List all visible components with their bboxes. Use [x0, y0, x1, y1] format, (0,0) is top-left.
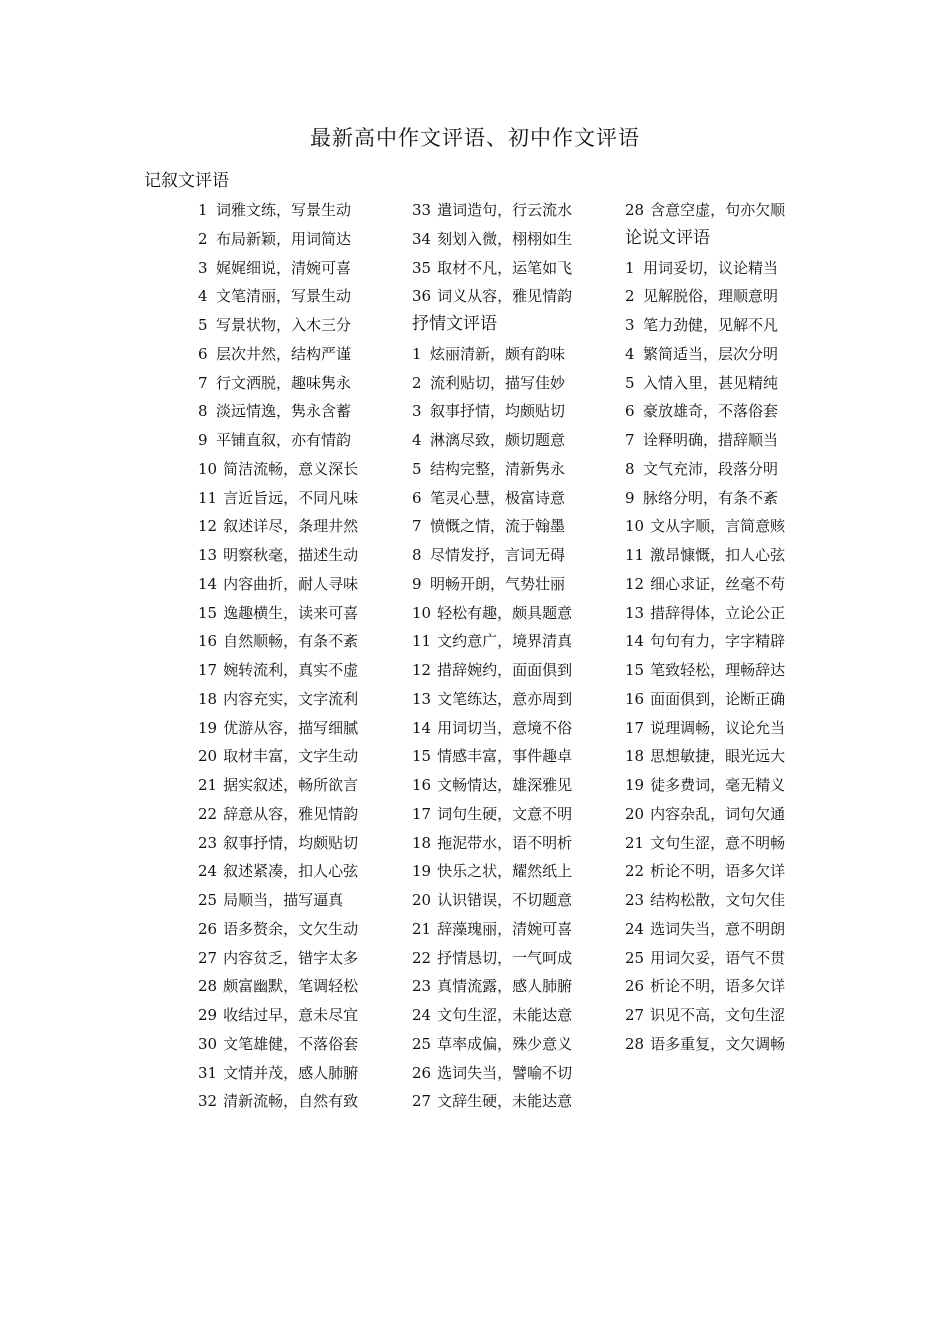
- item-text: 豪放雄奇，不落俗套: [643, 402, 779, 421]
- lyric-item: [412, 886, 572, 915]
- item-number: 13: [412, 689, 432, 708]
- item-number: 23: [625, 891, 645, 909]
- item-text: 言近旨远，不同凡味: [223, 488, 359, 507]
- item-text: 文情并茂，感人肺腑: [223, 1063, 359, 1082]
- item-number: 12: [625, 574, 645, 593]
- item-number: 22: [198, 804, 218, 823]
- item-number: 14: [412, 718, 432, 737]
- item-text: 面面俱到，论断正确: [650, 689, 786, 708]
- item-number: 3: [625, 316, 635, 334]
- narrative-item: [198, 282, 358, 311]
- narrative-item: [198, 685, 358, 714]
- argument-item: [625, 714, 785, 743]
- lyric-item: [412, 742, 572, 771]
- lyric-item: [412, 656, 572, 685]
- item-text: 流利贴切，描写佳妙: [430, 373, 566, 392]
- item-text: 认识错误，不切题意: [437, 891, 573, 909]
- item-number: 1: [412, 344, 422, 363]
- item-number: 10: [625, 517, 645, 536]
- argument-item: [625, 685, 785, 714]
- item-text: 淋漓尽致，颇切题意: [430, 431, 566, 449]
- item-number: 28: [198, 977, 218, 996]
- argument-item: [625, 426, 785, 455]
- item-number: 24: [412, 1006, 432, 1024]
- item-number: 8: [412, 546, 422, 564]
- argument-item: [625, 944, 785, 973]
- narrative-item: [198, 570, 358, 599]
- item-text: 细心求证，丝毫不苟: [650, 574, 786, 593]
- item-text: 内容充实，文字流利: [223, 689, 359, 708]
- item-text: 叙事抒情，均颇贴切: [430, 402, 566, 421]
- argument-item: [625, 742, 785, 771]
- narrative-item: [198, 915, 358, 944]
- item-number: 6: [412, 488, 422, 507]
- narrative-item: [198, 857, 358, 886]
- item-number: 16: [625, 689, 645, 708]
- lyric-item: [412, 857, 572, 886]
- item-number: 27: [198, 948, 218, 967]
- item-number: 12: [412, 661, 432, 679]
- item-number: 15: [198, 603, 218, 622]
- item-number: 2: [412, 373, 422, 392]
- argument-heading: 论说文评语: [625, 227, 710, 248]
- item-text: 诠释明确，措辞顺当: [643, 431, 779, 449]
- item-text: 见解脱俗，理顺意明: [643, 287, 779, 306]
- narrative-item: [198, 512, 358, 541]
- page-title: 最新高中作文评语、初中作文评语: [310, 126, 640, 150]
- narrative-item: [198, 254, 358, 283]
- narrative-item: [198, 426, 358, 455]
- narrative-item: [198, 311, 358, 340]
- narrative-item: [198, 599, 358, 628]
- lyric-item: [412, 972, 572, 1001]
- item-number: 21: [625, 833, 645, 852]
- item-text: 入情入里，甚见精纯: [643, 373, 779, 392]
- item-number: 19: [198, 718, 218, 737]
- lyric-item: [412, 1001, 572, 1030]
- item-text: 词句生硬，文意不明: [437, 804, 573, 823]
- item-text: 文笔练达，意亦周到: [437, 689, 573, 708]
- item-number: 2: [198, 229, 208, 248]
- item-text: 轻松有趣，颇具题意: [437, 603, 573, 622]
- argument-item: [625, 800, 785, 829]
- column-3: [625, 196, 785, 1059]
- item-number: 26: [198, 919, 218, 938]
- item-text: 说理调畅，议论允当: [650, 718, 786, 737]
- column-1: [198, 196, 358, 1116]
- item-text: 笔力劲健，见解不凡: [643, 316, 779, 334]
- item-number: 28: [625, 201, 645, 219]
- argument-item: [625, 455, 785, 484]
- narrative-item: [198, 1001, 358, 1030]
- item-number: 32: [198, 1092, 218, 1111]
- argument-item: [625, 369, 785, 398]
- narrative-item: [198, 742, 358, 771]
- item-text: 文从字顺，言简意赅: [650, 517, 786, 536]
- item-number: 7: [198, 373, 208, 392]
- item-text: 取材丰富，文字生动: [223, 747, 359, 766]
- item-text: 清新流畅，自然有致: [223, 1092, 359, 1111]
- narrative-item: [198, 225, 358, 254]
- item-text: 简洁流畅，意义深长: [223, 459, 359, 478]
- item-text: 层次井然，结构严谨: [216, 344, 352, 363]
- narrative-item: [198, 886, 358, 915]
- item-number: 11: [625, 546, 645, 564]
- narrative-item: [412, 254, 572, 283]
- argument-item: [625, 886, 785, 915]
- item-text: 明察秋毫，描述生动: [223, 546, 359, 564]
- item-number: 31: [198, 1063, 218, 1082]
- item-text: 尽情发抒，言词无碍: [430, 546, 566, 564]
- item-text: 文畅情达，雄深雅见: [437, 776, 573, 794]
- argument-item: [625, 829, 785, 858]
- argument-item: [625, 541, 785, 570]
- item-text: 叙述紧凑，扣人心弦: [223, 862, 359, 881]
- item-number: 7: [412, 517, 422, 536]
- item-text: 逸趣横生，读来可喜: [223, 603, 359, 622]
- item-text: 局顺当，描写逼真: [223, 891, 344, 909]
- item-number: 14: [625, 632, 645, 651]
- item-number: 4: [625, 344, 635, 363]
- item-number: 1: [625, 258, 635, 277]
- item-number: 5: [198, 316, 208, 334]
- item-number: 11: [198, 488, 218, 507]
- item-text: 选词失当，譬喻不切: [437, 1063, 573, 1082]
- item-text: 取材不凡，运笔如飞: [437, 258, 573, 277]
- argument-item: [625, 340, 785, 369]
- item-text: 语多赘余，文欠生动: [223, 919, 359, 938]
- narrative-item: [412, 225, 572, 254]
- item-text: 词义从容，雅见情韵: [437, 287, 573, 306]
- narrative-item: [198, 771, 358, 800]
- item-text: 措辞得体，立论公正: [650, 603, 786, 622]
- item-text: 析论不明，语多欠详: [650, 862, 786, 881]
- item-number: 24: [625, 919, 645, 938]
- narrative-item: [198, 541, 358, 570]
- item-text: 布局新颖，用词简达: [216, 229, 352, 248]
- item-text: 用词欠妥，语气不贯: [650, 948, 786, 967]
- item-number: 29: [198, 1006, 218, 1024]
- item-text: 用词妥切，议论精当: [643, 258, 779, 277]
- item-number: 3: [412, 402, 422, 421]
- item-text: 真情流露，感人肺腑: [437, 977, 573, 996]
- lyric-item: [412, 1030, 572, 1059]
- item-text: 优游从容，描写细腻: [223, 718, 359, 737]
- item-number: 16: [412, 776, 432, 794]
- item-number: 15: [625, 661, 645, 679]
- item-number: 20: [198, 747, 218, 766]
- item-text: 选词失当，意不明朗: [650, 919, 786, 938]
- item-text: 文笔清丽，写景生动: [216, 287, 352, 306]
- narrative-item: [198, 340, 358, 369]
- item-text: 婉转流利，真实不虚: [223, 661, 359, 679]
- item-number: 26: [412, 1063, 432, 1082]
- item-number: 30: [198, 1034, 218, 1053]
- lyric-item: [412, 599, 572, 628]
- item-number: 24: [198, 862, 218, 881]
- item-text: 激昂慷慨，扣人心弦: [650, 546, 786, 564]
- narrative-item: [198, 800, 358, 829]
- lyric-item: [412, 484, 572, 513]
- argument-item: [625, 972, 785, 1001]
- item-text: 结构完整，清新隽永: [430, 459, 566, 478]
- argument-item: [625, 311, 785, 340]
- narrative-item: [198, 484, 358, 513]
- item-number: 17: [198, 661, 218, 679]
- item-text: 笔灵心慧，极富诗意: [430, 488, 566, 507]
- item-number: 20: [412, 891, 432, 909]
- argument-item: [625, 512, 785, 541]
- item-text: 刻划入微，栩栩如生: [437, 229, 573, 248]
- lyric-item: [412, 915, 572, 944]
- narrative-item: [198, 1030, 358, 1059]
- item-text: 叙事抒情，均颇贴切: [223, 833, 359, 852]
- item-number: 2: [625, 287, 635, 306]
- narrative-item: [198, 455, 358, 484]
- narrative-item: [198, 829, 358, 858]
- lyric-item: [412, 829, 572, 858]
- lyric-item: [412, 369, 572, 398]
- argument-item: [625, 915, 785, 944]
- narrative-item: [198, 369, 358, 398]
- item-number: 13: [625, 603, 645, 622]
- narrative-item: [198, 714, 358, 743]
- item-number: 8: [625, 459, 635, 478]
- item-number: 21: [198, 776, 218, 794]
- item-number: 18: [412, 833, 432, 852]
- narrative-item: [198, 627, 358, 656]
- item-number: 13: [198, 546, 218, 564]
- item-number: 5: [625, 373, 635, 392]
- lyric-item: [412, 685, 572, 714]
- item-text: 明畅开朗，气势壮丽: [430, 574, 566, 593]
- item-text: 文笔雄健，不落俗套: [223, 1034, 359, 1053]
- item-text: 繁简适当，层次分明: [643, 344, 779, 363]
- argument-item: [625, 599, 785, 628]
- item-number: 33: [412, 201, 432, 219]
- lyric-item: [412, 570, 572, 599]
- item-number: 14: [198, 574, 218, 593]
- item-number: 26: [625, 977, 645, 996]
- item-number: 27: [412, 1092, 432, 1111]
- item-text: 文句生涩，未能达意: [437, 1006, 573, 1024]
- item-number: 1: [198, 201, 208, 219]
- item-text: 含意空虚，句亦欠顺: [650, 201, 786, 219]
- lyric-item: [412, 944, 572, 973]
- lyric-item: [412, 1087, 572, 1116]
- item-text: 辞藻瑰丽，清婉可喜: [437, 919, 573, 938]
- item-number: 27: [625, 1006, 645, 1024]
- item-number: 25: [625, 948, 645, 967]
- narrative-item: [412, 196, 572, 225]
- item-number: 6: [625, 402, 635, 421]
- item-text: 颇富幽默，笔调轻松: [223, 977, 359, 996]
- item-number: 23: [198, 833, 218, 852]
- item-number: 18: [625, 747, 645, 766]
- lyric-item: [412, 714, 572, 743]
- item-text: 淡远情逸，隽永含蓄: [216, 402, 352, 421]
- item-number: 11: [412, 632, 432, 651]
- item-text: 句句有力，字字精辟: [650, 632, 786, 651]
- item-text: 识见不高，文句生涩: [650, 1006, 786, 1024]
- item-text: 快乐之状，耀然纸上: [437, 862, 573, 881]
- item-text: 结构松散，文句欠佳: [650, 891, 786, 909]
- lyric-item: [412, 800, 572, 829]
- item-text: 自然顺畅，有条不紊: [223, 632, 359, 651]
- item-text: 愤慨之情，流于翰墨: [430, 517, 566, 536]
- lyric-item: [412, 340, 572, 369]
- item-number: 10: [198, 459, 218, 478]
- item-text: 文句生涩，意不明畅: [650, 833, 786, 852]
- argument-item: [625, 484, 785, 513]
- item-text: 炫丽清新，颇有韵味: [430, 344, 566, 363]
- lyric-item: [412, 397, 572, 426]
- lyric-item: [412, 426, 572, 455]
- narrative-item: [198, 656, 358, 685]
- item-number: 34: [412, 229, 432, 248]
- item-number: 22: [625, 862, 645, 881]
- item-text: 娓娓细说，清婉可喜: [216, 258, 352, 277]
- item-number: 10: [412, 603, 432, 622]
- item-text: 语多重复，文欠调畅: [650, 1034, 786, 1053]
- lyric-item: [412, 1059, 572, 1088]
- item-text: 思想敏捷，眼光远大: [650, 747, 786, 766]
- item-text: 草率成偏，殊少意义: [437, 1034, 573, 1053]
- item-text: 叙述详尽，条理井然: [223, 517, 359, 536]
- item-text: 文辞生硬，未能达意: [437, 1092, 573, 1111]
- item-number: 9: [412, 574, 422, 593]
- item-text: 析论不明，语多欠详: [650, 977, 786, 996]
- argument-item: [625, 857, 785, 886]
- item-text: 词雅文练，写景生动: [216, 201, 352, 219]
- item-number: 18: [198, 689, 218, 708]
- item-number: 4: [198, 287, 208, 306]
- item-number: 21: [412, 919, 432, 938]
- argument-item: [625, 627, 785, 656]
- item-number: 25: [412, 1034, 432, 1053]
- lyric-heading: 抒情文评语: [412, 314, 497, 334]
- lyric-item: [412, 512, 572, 541]
- argument-item: [625, 771, 785, 800]
- item-number: 19: [625, 776, 645, 794]
- item-number: 17: [625, 718, 645, 737]
- narrative-item: [198, 1087, 358, 1116]
- narrative-item: [198, 972, 358, 1001]
- item-number: 15: [412, 747, 432, 766]
- argument-item: [625, 397, 785, 426]
- item-text: 行文洒脱，趣味隽永: [216, 373, 352, 392]
- item-number: 7: [625, 431, 635, 449]
- item-number: 35: [412, 258, 432, 277]
- argument-item: [625, 254, 785, 283]
- item-text: 文气充沛，段落分明: [643, 459, 779, 478]
- item-text: 措辞婉约，面面俱到: [437, 661, 573, 679]
- argument-item: [625, 656, 785, 685]
- item-text: 据实叙述，畅所欲言: [223, 776, 359, 794]
- item-number: 16: [198, 632, 218, 651]
- item-text: 情感丰富，事件趣卓: [437, 747, 573, 766]
- item-text: 写景状物，入木三分: [216, 316, 352, 334]
- item-text: 平铺直叙，亦有情韵: [216, 431, 352, 449]
- narrative-heading: 记叙文评语: [144, 171, 229, 191]
- item-text: 笔致轻松，理畅辞达: [650, 661, 786, 679]
- item-number: 12: [198, 517, 218, 536]
- argument-item: [625, 1030, 785, 1059]
- item-text: 徒多费词，毫无精义: [650, 776, 786, 794]
- lyric-item: [412, 627, 572, 656]
- item-text: 内容贫乏，错字太多: [223, 948, 359, 967]
- item-text: 脉络分明，有条不紊: [643, 488, 779, 507]
- item-number: 3: [198, 258, 208, 277]
- item-number: 19: [412, 862, 432, 881]
- item-text: 用词切当，意境不俗: [437, 718, 573, 737]
- item-number: 9: [198, 431, 208, 449]
- lyric-item: [412, 455, 572, 484]
- narrative-item: [198, 944, 358, 973]
- item-number: 25: [198, 891, 218, 909]
- column-2: [412, 196, 572, 1116]
- argument-item: [625, 282, 785, 311]
- item-number: 8: [198, 402, 208, 421]
- item-text: 抒情恳切，一气呵成: [437, 948, 573, 967]
- narrative-item: [412, 282, 572, 311]
- lyric-item: [625, 196, 785, 225]
- lyric-item: [412, 541, 572, 570]
- item-text: 遣词造句，行云流水: [437, 201, 573, 219]
- lyric-item: [412, 771, 572, 800]
- narrative-item: [198, 1059, 358, 1088]
- item-text: 文约意广，境界清真: [437, 632, 573, 651]
- item-number: 17: [412, 804, 432, 823]
- item-number: 9: [625, 488, 635, 507]
- item-text: 拖泥带水，语不明析: [437, 833, 573, 852]
- argument-item: [625, 1001, 785, 1030]
- item-number: 22: [412, 948, 432, 967]
- item-number: 4: [412, 431, 422, 449]
- item-text: 内容杂乱，词句欠通: [650, 804, 786, 823]
- item-number: 23: [412, 977, 432, 996]
- item-number: 28: [625, 1034, 645, 1053]
- narrative-item: [198, 397, 358, 426]
- narrative-item: [198, 196, 358, 225]
- item-number: 6: [198, 344, 208, 363]
- argument-item: [625, 570, 785, 599]
- item-text: 辞意从容，雅见情韵: [223, 804, 359, 823]
- item-text: 内容曲折，耐人寻味: [223, 574, 359, 593]
- item-number: 5: [412, 459, 422, 478]
- item-number: 20: [625, 804, 645, 823]
- item-number: 36: [412, 287, 432, 306]
- item-text: 收结过早，意未尽宜: [223, 1006, 359, 1024]
